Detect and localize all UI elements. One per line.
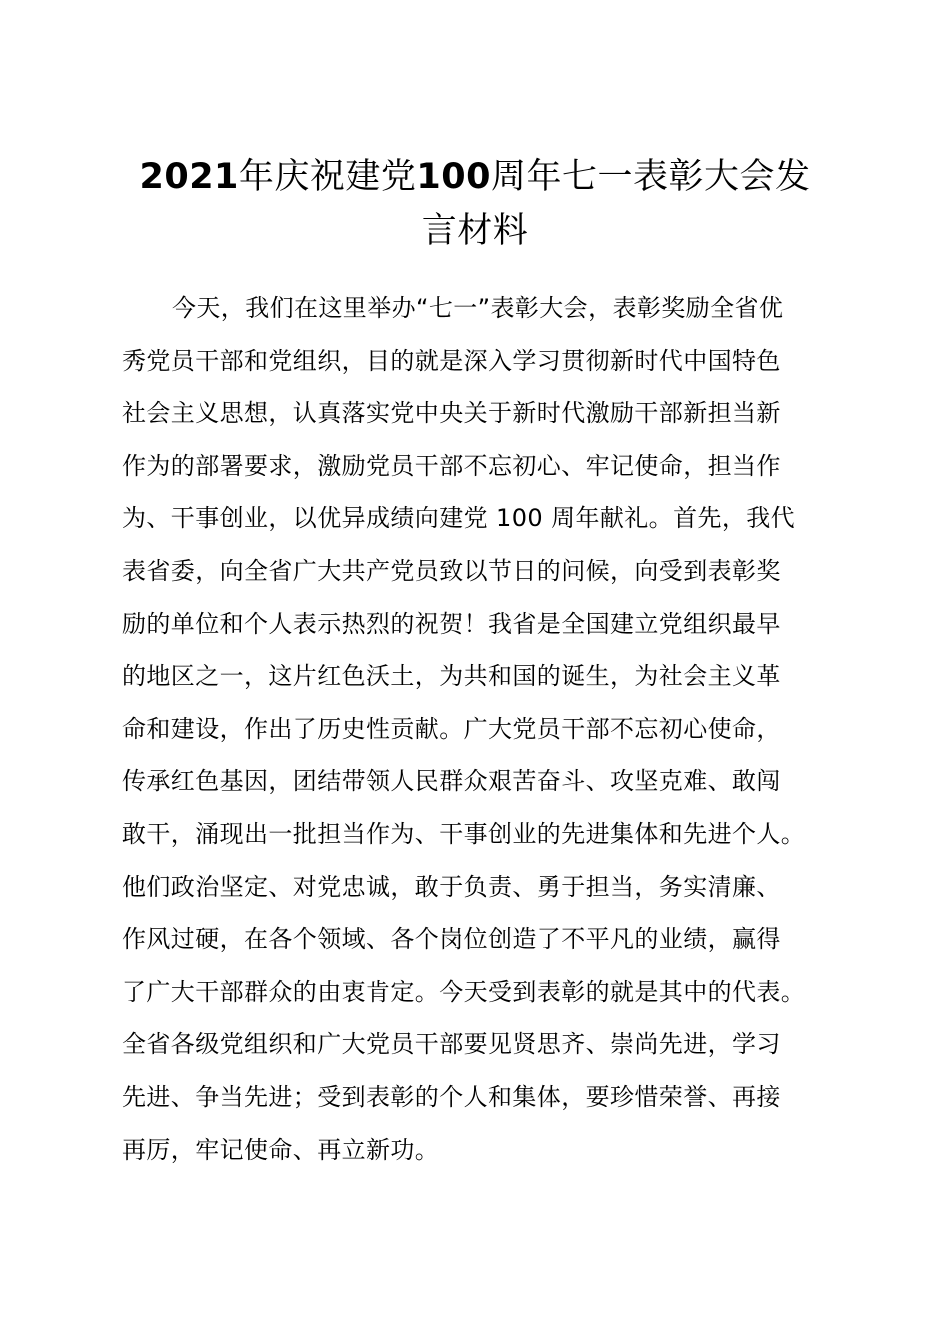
paragraph-line: 再厉，牢记使命、再立新功。 (122, 1135, 440, 1164)
paragraph-line: 传承红色基因，团结带领人民群众艰苦奋斗、攻坚克难、敢闯 (122, 767, 781, 796)
document-title (100, 150, 850, 258)
title-line-2: 言材料 (421, 211, 529, 251)
paragraph-line: 的地区之一，这片红色沃土，为共和国的诞生，为社会主义革 (122, 662, 781, 691)
title-text-b: 周年七一表彰大会发 (490, 157, 811, 197)
paragraph-line: 为、干事创业，以优异成绩向建党 100 周年献礼。首先，我代 (122, 504, 796, 533)
paragraph-line: 社会主义思想，认真落实党中央关于新时代激励干部新担当新 (122, 399, 781, 428)
paragraph-line: 全省各级党组织和广大党员干部要见贤思齐、崇尚先进，学习 (122, 1030, 781, 1059)
paragraph-line: 先进、争当先进；受到表彰的个人和集体，要珍惜荣誉、再接 (122, 1082, 781, 1111)
paragraph-line: 今天，我们在这里举办“七一”表彰大会，表彰奖励全省优 (172, 294, 784, 322)
paragraph-line: 他们政治坚定、对党忠诚，敢于负责、勇于担当，务实清廉、 (122, 872, 781, 901)
paragraph-line: 表省委，向全省广大共产党员致以节日的问候，向受到表彰奖 (122, 556, 781, 585)
paragraph-line: 励的单位和个人表示热烈的祝贺！我省是全国建立党组织最早 (122, 609, 781, 638)
title-text-a: 年庆祝建党 (238, 157, 417, 197)
title-year: 2021 (139, 157, 239, 197)
paragraph-line: 秀党员干部和党组织，目的就是深入学习贯彻新时代中国特色 (122, 346, 781, 375)
paragraph-line: 命和建设，作出了历史性贡献。广大党员干部不忘初心使命， (122, 714, 781, 743)
title-number: 100 (416, 157, 491, 197)
paragraph-line: 作风过硬，在各个领域、各个岗位创造了不平凡的业绩，赢得 (122, 925, 781, 954)
paragraph-line: 敢干，涌现出一批担当作为、干事创业的先进集体和先进个人。 (122, 819, 806, 848)
paragraph-line: 作为的部署要求，激励党员干部不忘初心、牢记使命，担当作 (122, 451, 781, 480)
body-paragraph (122, 282, 862, 1176)
title-line-1 (100, 150, 850, 204)
paragraph-line: 了广大干部群众的由衷肯定。今天受到表彰的就是其中的代表。 (122, 977, 806, 1006)
